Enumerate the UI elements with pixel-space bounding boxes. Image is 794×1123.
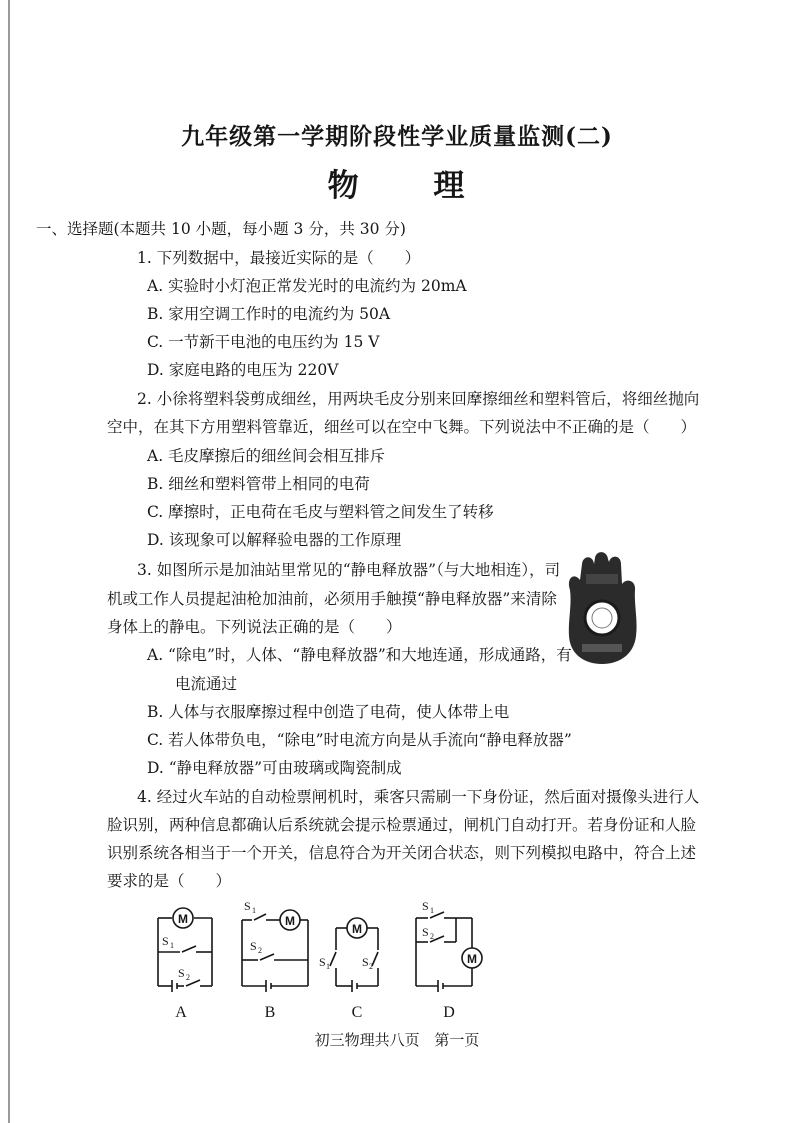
- q2-stem-line2: 空中，在其下方用塑料管靠近，细丝可以在空中飞舞。下列说法中不正确的是（ ）: [107, 418, 697, 436]
- q3-stem-line2: 机或工作人员提起油枪加油前，必须用手触摸“静电释放器”来清除: [107, 590, 557, 608]
- q4-stem-line4: 要求的是（ ）: [107, 872, 232, 890]
- section-header: 一、选择题(本题共 10 小题，每小题 3 分，共 30 分): [36, 220, 406, 238]
- q2-stem-line1: 2. 小徐将塑料袋剪成细丝，用两块毛皮分别来回摩擦细丝和塑料管后，将细丝抛向: [137, 390, 700, 408]
- switch-subscript: 2: [430, 932, 434, 941]
- q2-option-c: C. 摩擦时，正电荷在毛皮与塑料管之间发生了转移: [147, 503, 494, 521]
- circuit-a-label: A: [175, 1004, 187, 1021]
- q3-option-a-line1: A. “除电”时，人体、“静电释放器”和大地连通，形成通路，有: [147, 646, 572, 664]
- q2-option-a: A. 毛皮摩擦后的细丝间会相互排斥: [147, 447, 386, 465]
- circuit-d: [408, 896, 492, 998]
- q3-stem-line1: 3. 如图所示是加油站里常见的“静电释放器”（与大地相连），司: [137, 561, 561, 579]
- q1-option-b: B. 家用空调工作时的电流约为 50A: [147, 305, 391, 323]
- q1-option-d: D. 家庭电路的电压为 220V: [147, 361, 339, 379]
- q3-stem-line3: 身体上的静电。下列说法正确的是（ ）: [107, 618, 402, 636]
- exam-title: 九年级第一学期阶段性学业质量监测(二): [181, 123, 613, 150]
- q1-option-c: C. 一节新干电池的电压约为 15 V: [147, 333, 380, 351]
- q3-option-b: B. 人体与衣服摩擦过程中创造了电荷，使人体带上电: [147, 703, 510, 721]
- switch-label: S: [162, 934, 169, 948]
- switch-subscript: 2: [186, 973, 190, 982]
- circuit-c-label: C: [351, 1004, 363, 1021]
- q4-stem-line3: 识别系统各相当于一个开关，信息符合为开关闭合状态，则下列模拟电路中，符合上述: [107, 844, 697, 862]
- q3-option-a-line2: 电流通过: [175, 675, 238, 693]
- circuit-d-label: D: [443, 1004, 455, 1021]
- q1-option-a: A. 实验时小灯泡正常发光时的电流约为 20mA: [147, 277, 467, 295]
- circuit-c: [318, 912, 390, 998]
- switch-subscript: 1: [252, 906, 256, 915]
- page-footer: 初三物理共八页 第一页: [314, 1031, 480, 1049]
- switch-label: S: [319, 955, 326, 969]
- motor-label: M: [285, 914, 295, 928]
- switch-label: S: [422, 899, 429, 913]
- switch-subscript: 1: [326, 962, 330, 971]
- circuit-b: [236, 896, 316, 998]
- q4-stem-line1: 4. 经过火车站的自动检票闸机时，乘客只需刷一下身份证，然后面对摄像头进行人: [137, 788, 700, 806]
- subject-title: 物 理: [327, 168, 467, 204]
- switch-label: S: [362, 955, 369, 969]
- q2-option-d: D. 该现象可以解释验电器的工作原理: [147, 531, 402, 549]
- switch-subscript: 2: [258, 946, 262, 955]
- motor-label: M: [178, 912, 188, 926]
- circuit-b-label: B: [264, 1004, 276, 1021]
- q3-option-d: D. “静电释放器”可由玻璃或陶瓷制成: [147, 759, 402, 777]
- q3-option-c: C. 若人体带负电，“除电”时电流方向是从手流向“静电释放器”: [147, 731, 572, 749]
- switch-label: S: [178, 966, 185, 980]
- switch-subscript: 2: [369, 962, 373, 971]
- switch-label: S: [244, 899, 251, 913]
- q1-stem: 1. 下列数据中，最接近实际的是（ ）: [137, 249, 421, 267]
- switch-subscript: 1: [430, 906, 434, 915]
- q2-option-b: B. 细丝和塑料管带上相同的电荷: [147, 475, 370, 493]
- switch-label: S: [422, 925, 429, 939]
- circuit-a: [150, 898, 222, 998]
- static-discharger-image: [552, 550, 652, 668]
- motor-label: M: [467, 952, 477, 966]
- motor-label: M: [352, 922, 362, 936]
- switch-subscript: 1: [170, 941, 174, 950]
- q4-stem-line2: 脸识别，两种信息都确认后系统就会提示检票通过，闸机门自动打开。若身份证和人脸: [107, 816, 697, 834]
- switch-label: S: [250, 939, 257, 953]
